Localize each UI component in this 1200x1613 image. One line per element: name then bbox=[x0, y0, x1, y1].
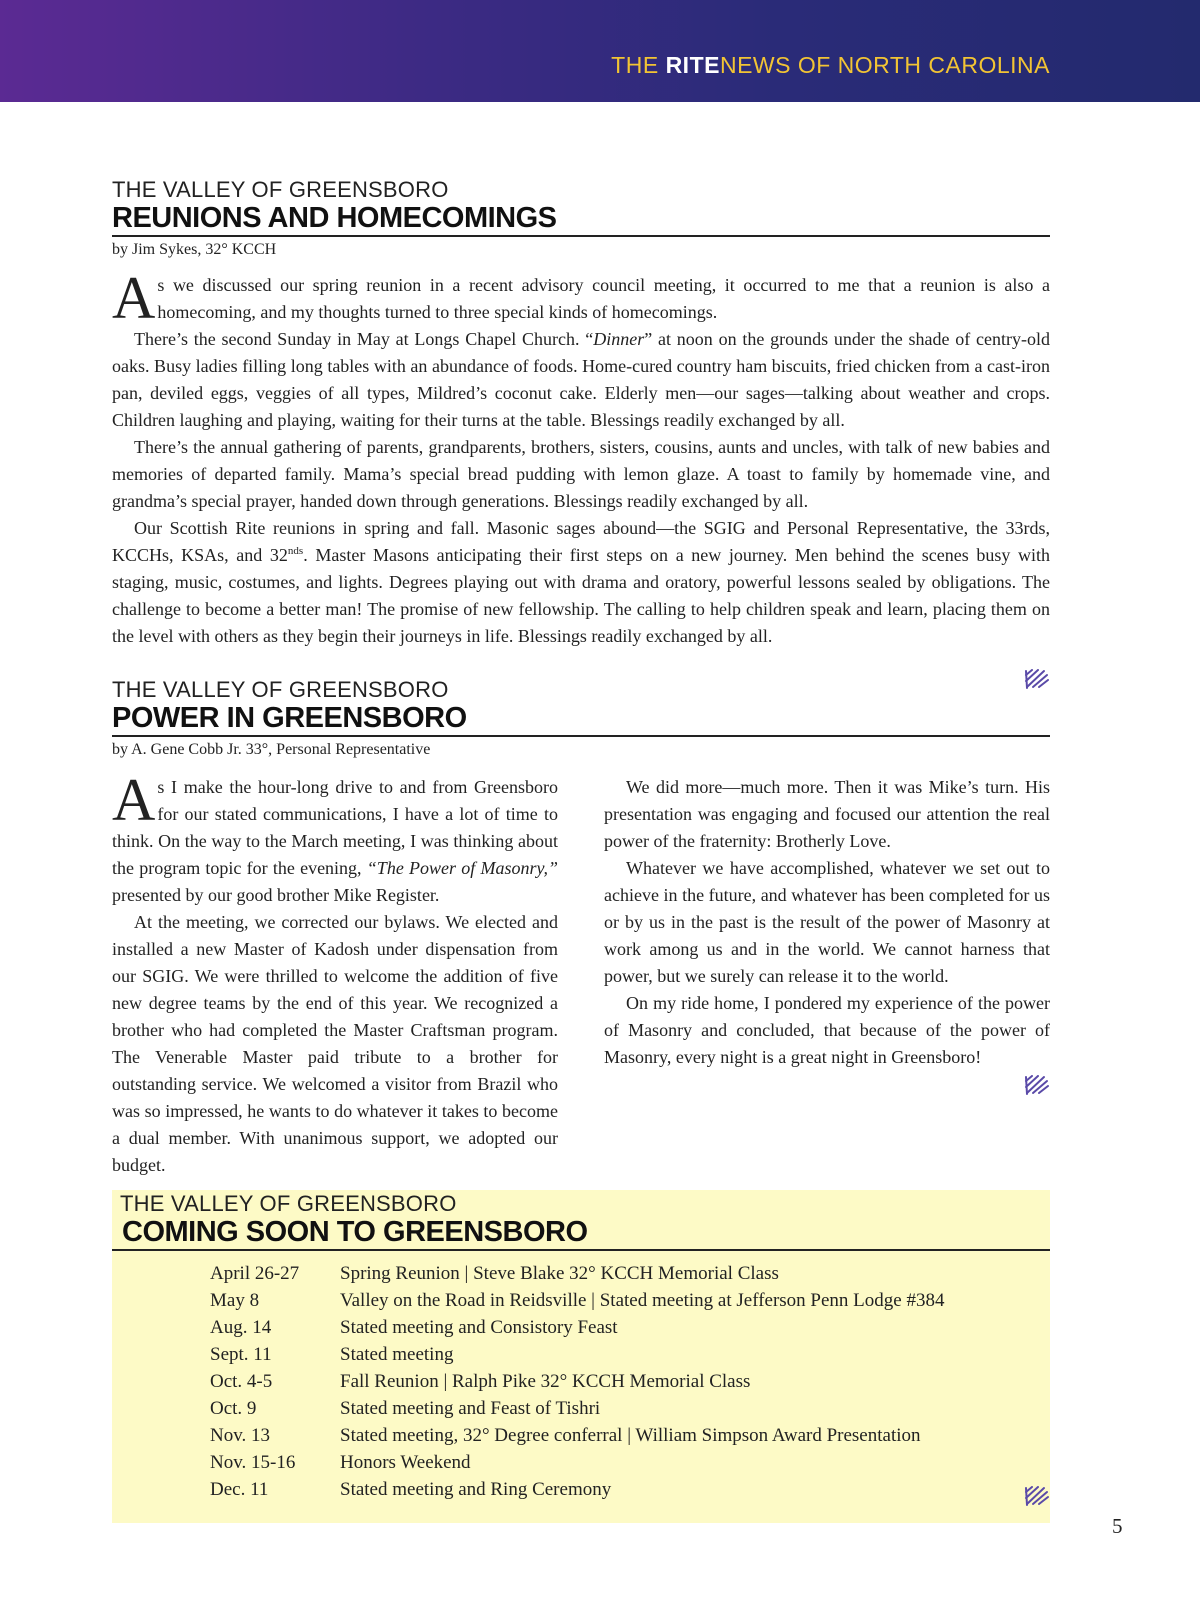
event-date: Aug. 14 bbox=[210, 1317, 272, 1338]
paragraph bbox=[112, 265, 1050, 331]
article-title: REUNIONS AND HOMECOMINGS bbox=[112, 202, 1050, 237]
emphasis-text: “The Power of Masonry,” bbox=[366, 858, 558, 878]
event-date: April 26-27 bbox=[210, 1263, 300, 1284]
column-right bbox=[604, 774, 1050, 1179]
article-title: POWER IN GREENSBORO bbox=[112, 702, 1050, 737]
event-row bbox=[210, 1314, 944, 1341]
drop-cap: A bbox=[112, 265, 156, 331]
event-description: Stated meeting bbox=[340, 1344, 454, 1365]
event-date: Nov. 15-16 bbox=[210, 1452, 296, 1473]
paragraph bbox=[112, 909, 558, 1179]
paragraph-text: . Master Masons anticipating their first steps on a new journey. Men behind the scenes busy with staging, music, costumes, and lights. Degrees playing out with drama and oratory, powerful lessons sealed by obligations. The challenge to become a better man! The promise of new fellowship. The calling to help children speak and learn, placing them on the level with others as they begin their journeys in life. Blessings readily exchanged by all. bbox=[112, 545, 1050, 646]
paragraph bbox=[112, 767, 558, 909]
superscript: nds bbox=[287, 545, 304, 557]
scottish-rite-emblem-icon bbox=[1024, 1486, 1050, 1506]
drop-cap: A bbox=[112, 767, 156, 833]
paragraph-text: At the meeting, we corrected our bylaws. We elected and installed a new Master of Kadosh under dispensation from our SGIG. We were thrilled to welcome the addition of five new degree teams by the end of this year. We recognized a brother who had completed the Master Craftsman program. The Venerable Master paid tribute to a brother for outstanding service. We welcomed a visitor from Brazil who was so impressed, he wants to do whatever it takes to become a dual member. With unanimous support, we adopted our budget. bbox=[112, 912, 558, 1175]
scottish-rite-emblem-icon bbox=[1024, 1075, 1050, 1095]
event-row bbox=[210, 1449, 944, 1476]
event-date: Oct. 4-5 bbox=[210, 1371, 273, 1392]
article-kicker: THE VALLEY OF GREENSBORO bbox=[112, 677, 449, 702]
event-date: Nov. 13 bbox=[210, 1425, 270, 1446]
coming-soon-box bbox=[112, 1190, 1050, 1523]
event-date: May 8 bbox=[210, 1290, 260, 1311]
event-date: Oct. 9 bbox=[210, 1398, 257, 1419]
event-row bbox=[210, 1260, 944, 1287]
event-description: Spring Reunion | Steve Blake 32° KCCH Memorial Class bbox=[340, 1263, 779, 1284]
column-left bbox=[112, 767, 558, 1179]
title-suffix: NEWS OF NORTH CAROLINA bbox=[719, 52, 1050, 78]
event-description: Honors Weekend bbox=[340, 1452, 471, 1473]
article-columns bbox=[112, 767, 1050, 1179]
event-row bbox=[210, 1476, 944, 1503]
paragraph-text: ” at noon on the grounds under the shade of centry-old oaks. Busy ladies filling long tables with an abundance of foods. Home-cured country ham biscuits, fried chicken from a cast-iron pan, deviled eggs, veggies of all types, Mildred’s coconut cake. Elderly men—our sages—talking about weather and crops. Children laughing and playing, waiting for their turns at the table. Blessings readily exchanged by all. bbox=[112, 329, 1050, 430]
event-date: Dec. 11 bbox=[210, 1479, 269, 1500]
paragraph-text: presented by our good brother Mike Register. bbox=[112, 885, 440, 905]
paragraph-text: s we discussed our spring reunion in a recent advisory council meeting, it occurred to me that a reunion is also a homecoming, and my thoughts turned to three special kinds of homecomings. bbox=[157, 275, 1050, 322]
paragraph-text: s I make the hour-long drive to and from Greensboro for our stated communications, I have a lot of time to think. On the way to the March meeting, I was thinking about the program topic for the evening, bbox=[112, 777, 558, 878]
events-list bbox=[210, 1260, 944, 1503]
paragraph-text: There’s the annual gathering of parents, grandparents, brothers, sisters, cousins, aunts and uncles, with talk of new babies and memories of departed family. Mama’s special bread pudding with lemon glaze. A toast to family by homemade vine, and grandma’s special prayer, handed down through generations. Blessings readily exchanged by all. bbox=[112, 437, 1050, 511]
article-byline: by Jim Sykes, 32° KCCH bbox=[112, 241, 277, 258]
event-description: Fall Reunion | Ralph Pike 32° KCCH Memorial Class bbox=[340, 1371, 751, 1392]
box-title: COMING SOON TO GREENSBORO bbox=[112, 1216, 1050, 1251]
paragraph bbox=[604, 855, 1050, 990]
paragraph-text: There’s the second Sunday in May at Longs Chapel Church. “ bbox=[134, 329, 594, 349]
paragraph-text: Whatever we have accomplished, whatever we set out to achieve in the future, and whatever has been completed for us or by us in the past is the result of the power of Masonry at work among us and in the world. We cannot harness that power, but we surely can release it to the world. bbox=[604, 858, 1050, 986]
publication-title bbox=[611, 52, 1050, 79]
page-number: 5 bbox=[1112, 1514, 1123, 1538]
article-kicker: THE VALLEY OF GREENSBORO bbox=[112, 177, 449, 202]
article-body bbox=[112, 265, 1050, 650]
article-power bbox=[112, 678, 1050, 1179]
emphasis-text: Dinner bbox=[593, 329, 645, 349]
paragraph-text: Our Scottish Rite reunions in spring and fall. Masonic sages abound—the SGIG and Personal Representative, the 33rds, KCCHs, KSAs, and 32 bbox=[112, 518, 1050, 565]
event-row bbox=[210, 1395, 944, 1422]
paragraph-text: We did more—much more. Then it was Mike’s turn. His presentation was engaging and focused our attention the real power of the fraternity: Brotherly Love. bbox=[604, 777, 1050, 851]
title-prefix: THE bbox=[611, 52, 666, 78]
event-description: Valley on the Road in Reidsville | Stated meeting at Jefferson Penn Lodge #384 bbox=[340, 1290, 945, 1311]
box-kicker: THE VALLEY OF GREENSBORO bbox=[120, 1191, 457, 1216]
paragraph bbox=[604, 990, 1050, 1071]
article-reunions bbox=[112, 178, 1050, 650]
event-description: Stated meeting and Feast of Tishri bbox=[340, 1398, 601, 1419]
title-brand: RITE bbox=[665, 52, 720, 78]
event-description: Stated meeting, 32° Degree conferral | William Simpson Award Presentation bbox=[340, 1425, 921, 1446]
event-row bbox=[210, 1287, 944, 1314]
paragraph bbox=[112, 434, 1050, 515]
paragraph bbox=[112, 515, 1050, 650]
event-row bbox=[210, 1422, 944, 1449]
paragraph-text: On my ride home, I pondered my experience of the power of Masonry and concluded, that because of the power of Masonry, every night is a great night in Greensboro! bbox=[604, 993, 1050, 1067]
event-date: Sept. 11 bbox=[210, 1344, 272, 1365]
article-byline: by A. Gene Cobb Jr. 33°, Personal Representative bbox=[112, 741, 431, 758]
header-banner bbox=[0, 0, 1200, 102]
event-row bbox=[210, 1368, 944, 1395]
paragraph bbox=[604, 774, 1050, 855]
event-description: Stated meeting and Consistory Feast bbox=[340, 1317, 618, 1338]
event-row bbox=[210, 1341, 944, 1368]
event-description: Stated meeting and Ring Ceremony bbox=[340, 1479, 612, 1500]
paragraph bbox=[112, 326, 1050, 434]
